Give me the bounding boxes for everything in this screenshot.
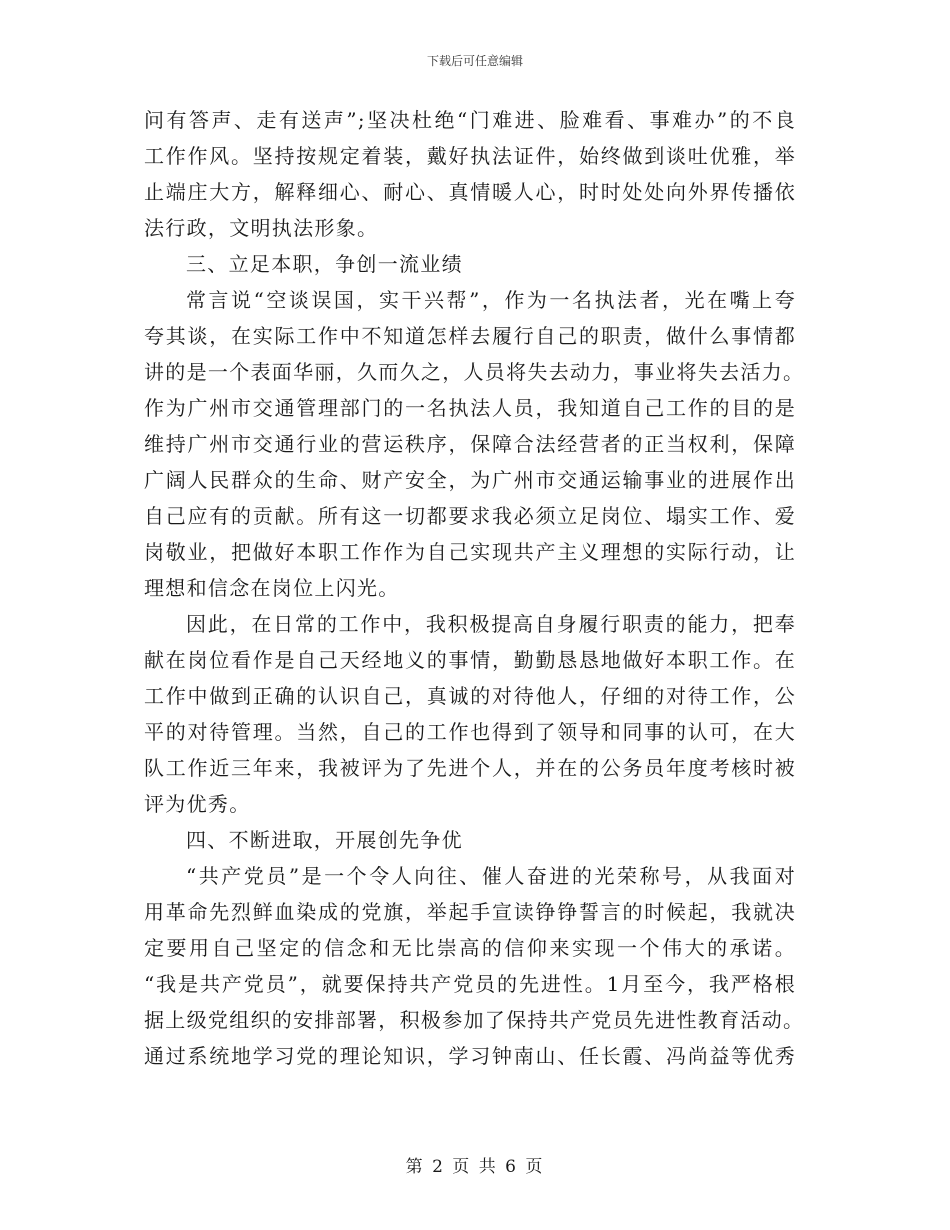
section-heading: 三、立足本职，争创一流业绩 [186,252,463,276]
section-heading: 四、不断进取，开展创先争优 [186,828,463,852]
text-line: 夸其谈，在实际工作中不知道怎样去履行自己的职责，做什么事情都 [144,324,796,348]
text-line: 工作作风。坚持按规定着装，戴好执法证件，始终做到谈吐优雅，举 [144,144,796,168]
text-line: 评为优秀。 [144,792,251,816]
text-line: 因此，在日常的工作中，我积极提高自身履行职责的能力，把奉 [186,612,796,636]
document-body [144,102,805,1074]
text-line: 问有答声、走有送声”;坚决杜绝“门难进、脸难看、事难办”的不良 [144,108,796,132]
text-line: 维持广州市交通行业的营运秩序，保障合法经营者的正当权利，保障 [144,432,796,456]
text-line: “我是共产党员”，就要保持共产党员的先进性。1月至今，我严格根 [144,972,796,996]
text-line: 队工作近三年来，我被评为了先进个人，并在的公务员年度考核时被 [144,756,796,780]
text-line: 定要用自己坚定的信念和无比崇高的信仰来实现一个伟大的承诺。 [144,936,796,960]
text-line: 工作中做到正确的认识自己，真诚的对待他人，仔细的对待工作，公 [144,684,796,708]
text-line: “共产党员”是一个令人向往、催人奋进的光荣称号，从我面对 [186,864,796,888]
text-line: 献在岗位看作是自己天经地义的事情，勤勤恳恳地做好本职工作。在 [144,648,796,672]
page-number-footer: 第 2 页 共 6 页 [405,1157,545,1177]
text-line: 通过系统地学习党的理论知识，学习钟南山、任长霞、冯尚益等优秀 [144,1044,796,1068]
page-header: 下载后可任意编辑 [426,54,523,68]
text-line: 讲的是一个表面华丽，久而久之，人员将失去动力，事业将失去活力。 [144,360,805,384]
text-line: 用革命先烈鲜血染成的党旗，举起手宣读铮铮誓言的时候起，我就决 [144,900,796,924]
text-line: 止端庄大方，解释细心、耐心、真情暖人心，时时处处向外界传播依 [144,180,796,204]
text-line: 常言说“空谈误国，实干兴帮”，作为一名执法者，光在嘴上夸 [186,288,796,312]
text-line: 平的对待管理。当然，自己的工作也得到了领导和同事的认可，在大 [144,720,796,744]
text-line: 岗敬业，把做好本职工作作为自己实现共产主义理想的实际行动，让 [144,540,796,564]
text-line: 法行政，文明执法形象。 [144,216,379,240]
text-line: 理想和信念在岗位上闪光。 [144,576,400,600]
text-line: 自己应有的贡献。所有这一切都要求我必须立足岗位、塌实工作、爱 [144,504,796,528]
text-line: 广阔人民群众的生命、财产安全，为广州市交通运输事业的进展作出 [144,468,796,492]
text-line: 据上级党组织的安排部署，积极参加了保持共产党员先进性教育活动。 [144,1008,805,1032]
text-line: 作为广州市交通管理部门的一名执法人员，我知道自己工作的目的是 [144,396,796,420]
